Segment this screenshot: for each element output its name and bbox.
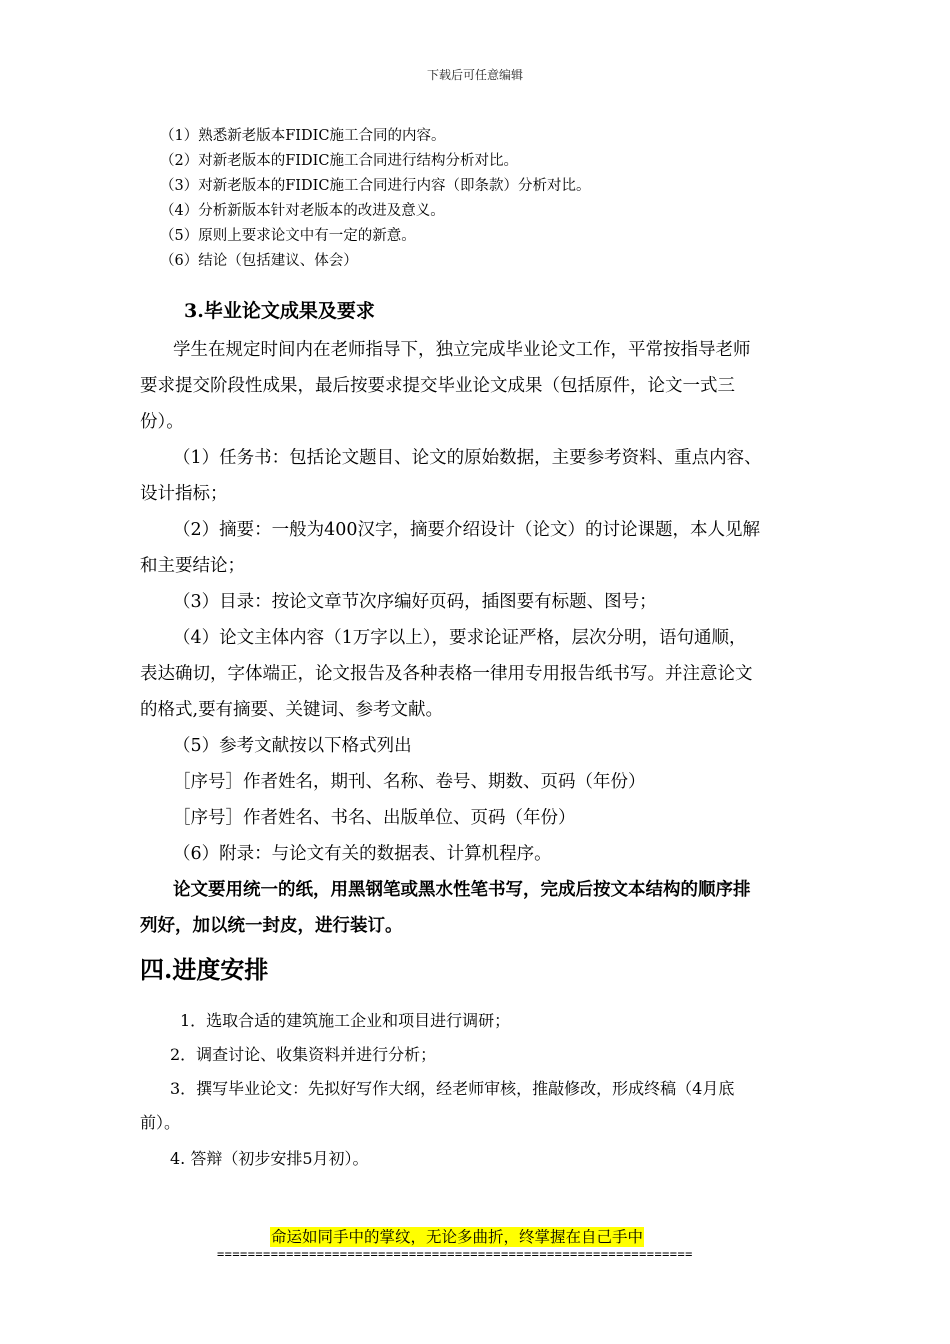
paragraph-line: （2）摘要：一般为400汉字，摘要介绍设计（论文）的讨论课题，本人见解	[173, 520, 761, 540]
list-item: （5）原则上要求论文中有一定的新意。	[160, 228, 416, 244]
list-item: （2）对新老版本的FIDIC施工合同进行结构分析对比。	[160, 153, 518, 169]
paragraph-line: （6）附录：与论文有关的数据表、计算机程序。	[173, 844, 552, 864]
note-line: 论文要用统一的纸，用黑钢笔或黑水性笔书写，完成后按文本结构的顺序排	[173, 880, 751, 900]
list-item: （6）结论（包括建议、体会）	[160, 253, 358, 269]
page-header: 下载后可任意编辑	[426, 68, 523, 82]
list-item: （4）分析新版本针对老版本的改进及意义。	[160, 203, 445, 219]
paragraph-line: 份）。	[140, 412, 184, 432]
paragraph-line: （4）论文主体内容（1万字以上），要求论证严格，层次分明，语句通顺，	[173, 628, 747, 648]
schedule-item: 4. 答辩（初步安排5月初）。	[170, 1149, 369, 1168]
section-heading: 3.毕业论文成果及要求	[184, 300, 375, 322]
paragraph-line: 表达确切，字体端正，论文报告及各种表格一律用专用报告纸书写。并注意论文	[140, 664, 753, 684]
paragraph-line: （1）任务书：包括论文题目、论文的原始数据，主要参考资料、重点内容、	[173, 448, 762, 468]
paragraph-line: 学生在规定时间内在老师指导下，独立完成毕业论文工作，平常按指导老师	[173, 340, 751, 360]
list-item: （1）熟悉新老版本FIDIC施工合同的内容。	[160, 128, 446, 144]
list-item: （3）对新老版本的FIDIC施工合同进行内容（即条款）分析对比。	[160, 178, 591, 194]
paragraph-line: （3）目录：按论文章节次序编好页码，插图要有标题、图号；	[173, 592, 657, 612]
paragraph-line: （5）参考文献按以下格式列出	[173, 736, 412, 756]
schedule-item: 1．选取合适的建筑施工企业和项目进行调研；	[180, 1011, 511, 1030]
footer-motto: 命运如同手中的掌纹，无论多曲折，终掌握在自己手中	[271, 1228, 644, 1246]
schedule-item: 2．调查讨论、收集资料并进行分析；	[170, 1045, 437, 1064]
paragraph-line: 和主要结论；	[140, 556, 245, 576]
footer-rule: ==============================================================	[217, 1247, 693, 1261]
paragraph-line: 的格式,要有摘要、关键词、参考文献。	[140, 700, 444, 720]
reference-format: ［序号］作者姓名，期刊、名称、卷号、期数、页码（年份）	[173, 772, 646, 792]
schedule-item: 3．撰写毕业论文：先拟好写作大纲，经老师审核，推敲修改，形成终稿（4月底	[170, 1079, 735, 1098]
paragraph-line: 要求提交阶段性成果，最后按要求提交毕业论文成果（包括原件，论文一式三	[140, 376, 735, 396]
schedule-item: 前）。	[140, 1113, 181, 1132]
note-line: 列好，加以统一封皮，进行装订。	[140, 916, 403, 936]
section-heading: 四.进度安排	[140, 955, 269, 984]
paragraph-line: 设计指标；	[140, 484, 228, 504]
reference-format: ［序号］作者姓名、书名、出版单位、页码（年份）	[173, 808, 576, 828]
